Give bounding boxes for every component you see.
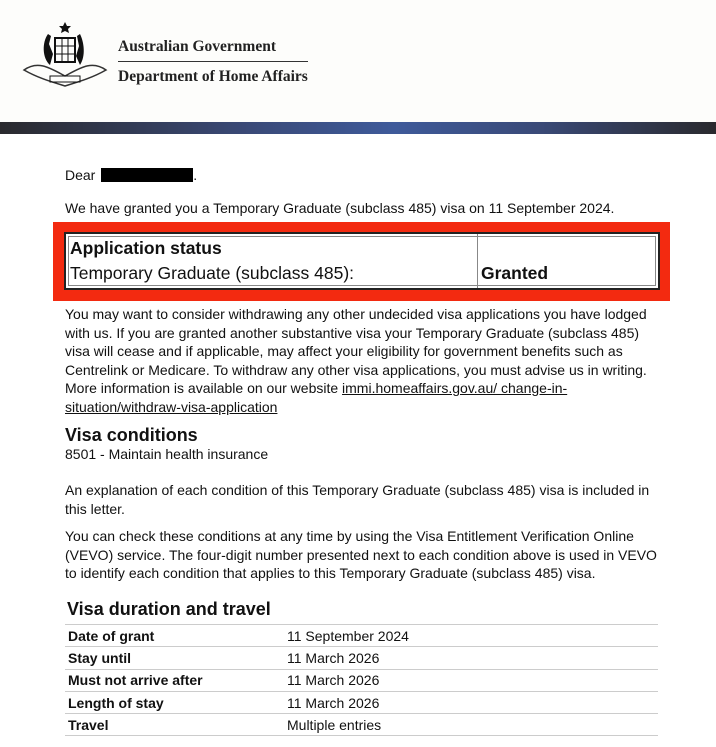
row-label: Date of grant	[65, 625, 284, 647]
row-value: 11 March 2026	[284, 647, 658, 669]
explanation-text: An explanation of each condition of this Temporary Graduate (subclass 485) visa is included in this letter.	[65, 482, 650, 517]
vevo-text: You can check these conditions at any time by using the Visa Entitlement Verification Online (VEVO) service. The four-digit number presented next to each condition above is used in VEVO to identify each condition that applies to this Temporary Graduate (subclass 485) visa.	[65, 528, 657, 581]
row-value: 11 March 2026	[284, 691, 658, 713]
salutation-text: Dear	[65, 167, 96, 183]
table-row	[65, 691, 658, 713]
status-badge: Granted	[481, 263, 549, 283]
table-row	[65, 669, 658, 691]
status-label: Temporary Graduate (subclass 485):	[70, 263, 355, 283]
table-row	[65, 625, 658, 647]
table-row	[65, 647, 658, 669]
header-band	[0, 122, 716, 134]
withdraw-link[interactable]: immi.homeaffairs.gov.au/ change-in-situation/withdraw-visa-application	[65, 380, 568, 415]
row-value: Multiple entries	[284, 714, 658, 736]
government-name: Australian Government	[118, 38, 277, 55]
table-row	[65, 714, 658, 736]
duration-table	[65, 624, 658, 736]
conditions-heading: Visa conditions	[65, 425, 198, 445]
salutation	[65, 166, 197, 185]
divider	[118, 61, 308, 62]
row-value: 11 September 2024	[284, 625, 658, 647]
duration-heading: Visa duration and travel	[67, 599, 271, 619]
salutation-end: .	[193, 167, 198, 183]
redacted-name	[101, 168, 193, 182]
row-label: Length of stay	[65, 691, 284, 713]
application-status-box	[64, 232, 660, 290]
department-name: Department of Home Affairs	[118, 68, 308, 85]
withdraw-text: You may want to consider withdrawing any other undecided visa applications you have lodged with us. If you are granted another substantive visa your Temporary Graduate (subclass 485) visa will cease and if applicable, may affect your eligibility for government benefits such as Centrelink or Medicare. To withdraw any other visa applications, you must advise us in writing. More information is available on our website	[65, 306, 647, 396]
coat-of-arms-icon	[20, 20, 110, 92]
column-divider	[477, 234, 478, 288]
row-label: Travel	[65, 714, 284, 736]
row-label: Stay until	[65, 647, 284, 669]
letterhead	[0, 0, 716, 122]
status-heading: Application status	[70, 238, 222, 258]
withdraw-paragraph	[65, 305, 655, 416]
row-label: Must not arrive after	[65, 669, 284, 691]
condition-item: 8501 - Maintain health insurance	[65, 446, 269, 462]
intro-text: We have granted you a Temporary Graduate (subclass 485) visa on 11 September 2024.	[65, 200, 615, 216]
row-value: 11 March 2026	[284, 669, 658, 691]
